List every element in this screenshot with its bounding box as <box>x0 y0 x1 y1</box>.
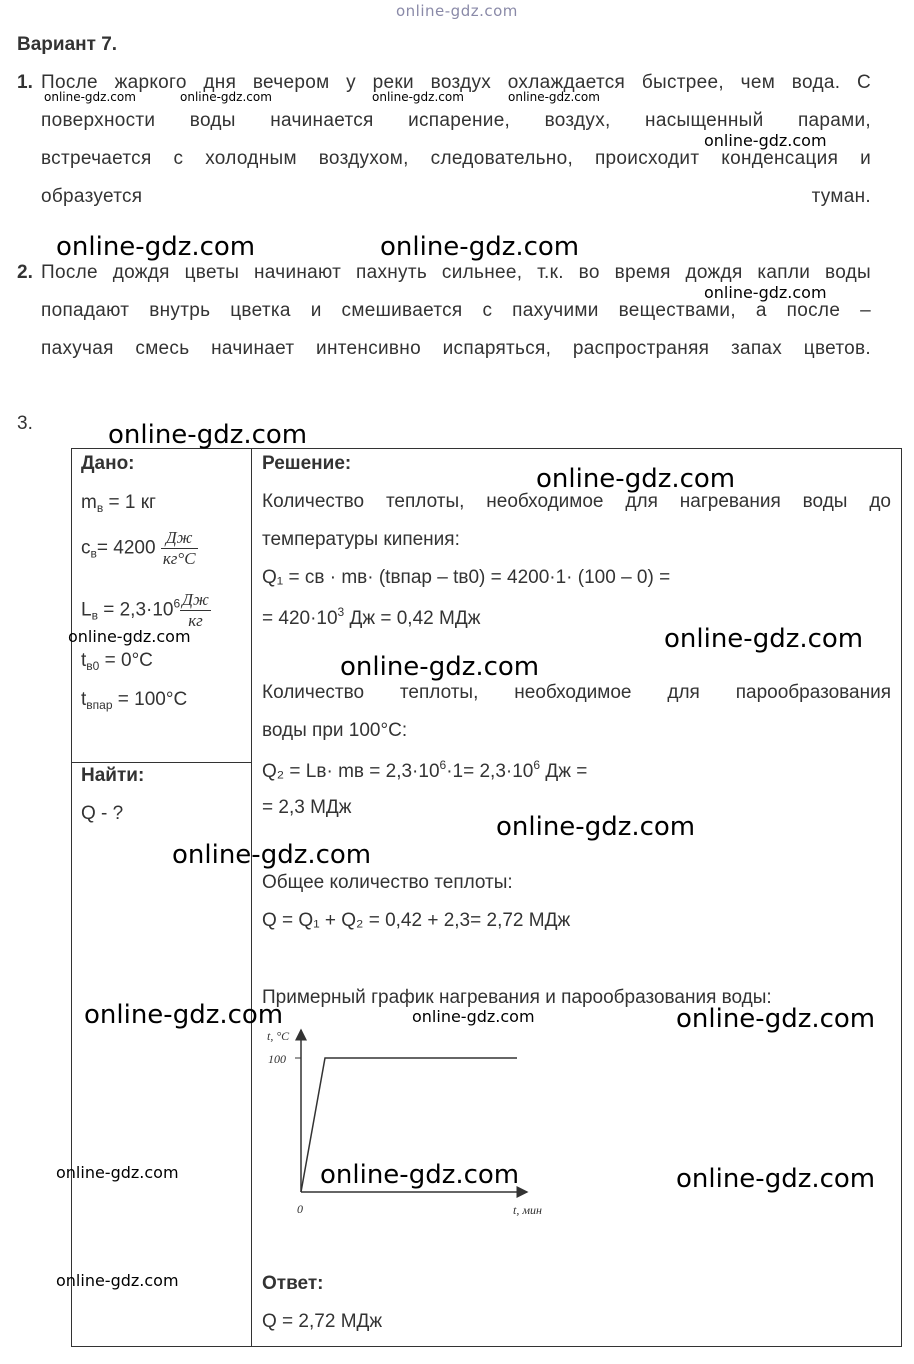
watermark: online-gdz.com <box>536 464 736 494</box>
watermark: online-gdz.com <box>84 1000 284 1030</box>
given-find-divider <box>71 762 251 763</box>
c-unit-num: Дж <box>161 528 198 549</box>
watermark: online-gdz.com <box>108 420 308 450</box>
watermark: online-gdz.com <box>664 624 864 654</box>
L-unit-den: кг <box>188 611 203 630</box>
watermark: online-gdz.com <box>172 840 372 870</box>
tv-sub: впар <box>86 698 113 712</box>
q1-line-3: встречается с холодным воздухом, следовательно, происходит конденсация и <box>41 148 871 169</box>
graph-caption: Примерный график нагревания и парообразования воды: <box>262 987 772 1008</box>
question-3-number: 3. <box>17 413 33 434</box>
L-sub: в <box>91 608 98 623</box>
watermark: online-gdz.com <box>412 1007 535 1026</box>
given-mass <box>81 492 156 515</box>
watermark: online-gdz.com <box>704 283 827 302</box>
s4-exp: 3 <box>337 605 345 619</box>
watermark: online-gdz.com <box>56 1163 179 1182</box>
x-tick-0: 0 <box>297 1202 303 1216</box>
question-2-number: 2. <box>17 262 33 283</box>
q1-line-2: поверхности воды начинается испарение, воздух, насыщенный парами, <box>41 110 871 131</box>
watermark: online-gdz.com <box>56 1271 179 1290</box>
c-value: = 4200 <box>96 537 156 559</box>
t0-sub: в0 <box>86 659 100 673</box>
t0-label: t <box>81 650 87 671</box>
answer-header: Ответ: <box>262 1273 324 1294</box>
given-latent-heat <box>81 590 211 631</box>
given-header: Дано: <box>81 453 135 474</box>
table-border-bottom <box>71 1346 902 1347</box>
heating-chart <box>255 1020 555 1220</box>
y-axis-label: t, °C <box>267 1029 290 1043</box>
watermark: online-gdz.com <box>676 1004 876 1034</box>
L-unit-num: Дж <box>182 590 209 609</box>
watermark: online-gdz.com <box>320 1160 520 1190</box>
m-sub: в <box>96 501 104 515</box>
c-unit <box>161 528 198 569</box>
solution-q2-formula <box>262 758 587 783</box>
t0-value: = 0°C <box>99 650 153 671</box>
question-1-number: 1. <box>17 72 33 93</box>
find-header: Найти: <box>81 765 145 786</box>
q2-line-3: пахучая смесь начинает интенсивно испаряться, распространяя запах цветов. <box>41 338 871 359</box>
tv-label: t <box>81 689 87 710</box>
c-sub: в <box>90 546 97 561</box>
L-unit <box>180 590 211 631</box>
answer-value: Q = 2,72 МДж <box>262 1311 383 1332</box>
s7-exp2: 6 <box>533 758 541 772</box>
s7b: ·1= 2,3·10 <box>446 761 534 782</box>
c-label: c <box>81 537 91 559</box>
solution-line-1: Количество теплоты, необходимое для нагревания воды до <box>262 491 891 512</box>
watermark: online-gdz.com <box>56 232 256 262</box>
find-value: Q - ? <box>81 803 124 824</box>
solution-line-9: Общее количество теплоты: <box>262 872 513 893</box>
s7c: Дж = <box>540 761 588 782</box>
watermark: online-gdz.com <box>496 812 696 842</box>
y-tick-100: 100 <box>268 1052 286 1066</box>
watermark: online-gdz.com <box>508 90 600 104</box>
s4a: = 420·10 <box>262 608 338 629</box>
solution-line-2: температуры кипения: <box>262 529 460 550</box>
q1-line-1: После жаркого дня вечером у реки воздух охлаждается быстрее, чем вода. С <box>41 72 871 93</box>
c-unit-den: кг°C <box>162 549 196 568</box>
watermark: online-gdz.com <box>372 90 464 104</box>
watermark: online-gdz.com <box>704 131 827 150</box>
solution-q1-formula: Q₁ = cв · mв· (tвпар – tв0) = 4200·1· (100 – 0) = <box>262 567 671 588</box>
given-heat-capacity <box>81 528 198 569</box>
L-exp: 6 <box>173 596 181 611</box>
given-t0 <box>81 650 153 673</box>
L-value: = 2,3·10 <box>97 599 174 621</box>
watermark: online-gdz.com <box>68 627 191 646</box>
watermark: online-gdz.com <box>380 232 580 262</box>
q1-line-4 <box>41 178 871 216</box>
s7a: Q₂ = Lв· mв = 2,3·10 <box>262 761 440 782</box>
watermark: online-gdz.com <box>180 90 272 104</box>
watermark: online-gdz.com <box>676 1164 876 1194</box>
solution-q1-result <box>262 605 480 630</box>
watermark: online-gdz.com <box>44 90 136 104</box>
tv-value: = 100°C <box>112 689 188 710</box>
x-axis-label: t, мин <box>513 1203 542 1217</box>
s7-exp1: 6 <box>439 758 447 772</box>
watermark: online-gdz.com <box>340 652 540 682</box>
table-divider <box>251 448 252 1347</box>
solution-line-5: Количество теплоты, необходимое для парообразования <box>262 682 891 703</box>
L-label: L <box>81 599 92 621</box>
table-border-left <box>71 448 72 1347</box>
solution-q2-result: = 2,3 МДж <box>262 797 352 818</box>
solution-line-6: воды при 100°C: <box>262 720 408 741</box>
solution-header: Решение: <box>262 453 352 474</box>
given-tv <box>81 689 187 712</box>
q2-line-1: После дождя цветы начинают пахнуть сильнее, т.к. во время дождя капли воды <box>41 262 871 283</box>
watermark-top: online-gdz.com <box>396 2 518 20</box>
solution-total: Q = Q₁ + Q₂ = 0,42 + 2,3= 2,72 МДж <box>262 910 571 931</box>
question-2-text <box>41 254 871 368</box>
page-title: Вариант 7. <box>17 34 118 55</box>
table-border-right <box>901 448 902 1347</box>
q1-last-right: туман. <box>811 186 871 207</box>
q1-last-left: образуется <box>41 186 143 207</box>
m-value: = 1 кг <box>103 492 156 513</box>
q2-line-2: попадают внутрь цветка и смешивается с пахучими веществами, а после – <box>41 300 871 321</box>
s4b: Дж = 0,42 МДж <box>344 608 481 629</box>
m-label: m <box>81 492 97 513</box>
